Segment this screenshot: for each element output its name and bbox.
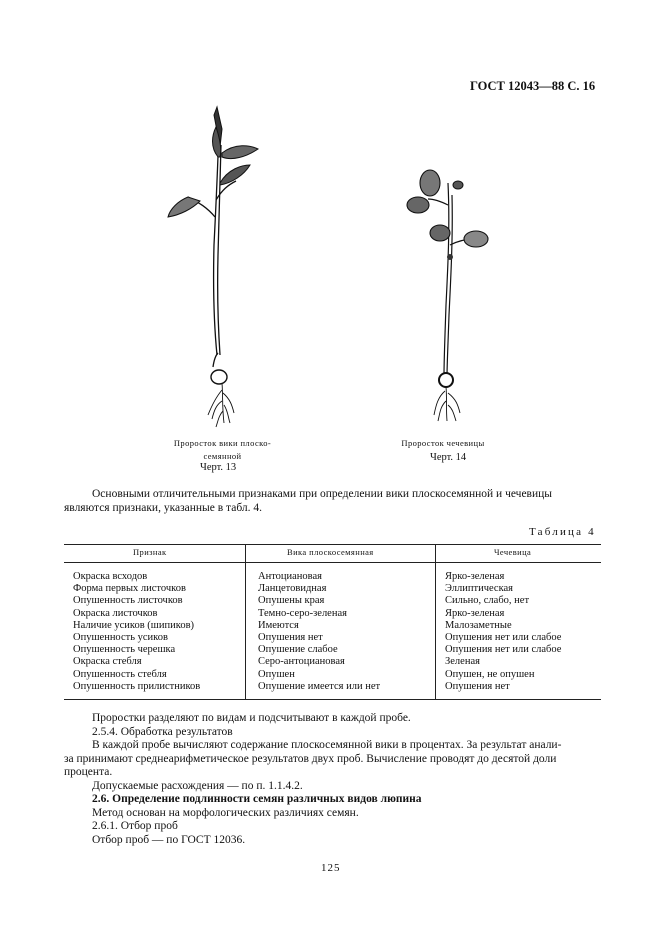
table-cell: Наличие усиков (шипиков) — [73, 619, 195, 631]
section-2-6-1-heading: 2.6.1. Отбор проб — [92, 820, 178, 832]
figure-13-label: Черт. 13 — [200, 462, 237, 473]
section-2-6-heading: 2.6. Определение подлинности семян различных видов люпина — [92, 793, 422, 805]
table-cell: Окраска листочков — [73, 607, 158, 619]
figure-14-caption-line1: Проросток чечевицы — [401, 438, 485, 448]
table-cell: Ланцетовидная — [258, 583, 327, 595]
paragraph-sampling: Отбор проб — по ГОСТ 12036. — [92, 833, 246, 846]
lentil-seedling-illustration — [400, 165, 500, 425]
table-cell: Опушенность стебля — [73, 668, 167, 680]
table-cell: Опушенность усиков — [73, 632, 168, 644]
table-cell: Опушен — [258, 668, 295, 680]
figure-13-caption-line1: Проросток вики плоско- — [173, 438, 272, 448]
table-header-lentil: Чечевица — [494, 547, 532, 557]
figure-13-caption — [150, 437, 295, 463]
table-cell: Малозаметные — [445, 619, 512, 631]
table-cell: Опушен, не опушен — [445, 668, 535, 680]
figure-14-label: Черт. 14 — [430, 452, 467, 463]
table-cell: Опушение слабое — [258, 644, 338, 656]
table-top-rule — [64, 544, 601, 545]
table-cell: Серо-антоциановая — [258, 656, 345, 668]
table-cell: Опушения нет или слабое — [445, 632, 562, 644]
table-column-divider-2 — [435, 545, 436, 700]
intro-line2: являются признаки, указанные в табл. 4. — [64, 501, 263, 514]
table-cell: Опушенность черешка — [73, 644, 176, 656]
section-2-5-4-heading: 2.5.4. Обработка результатов — [92, 725, 233, 738]
vetch-seedling-illustration — [150, 105, 280, 430]
intro-line1: Основными отличительными признаками при определении вики плоскосемянной и чечевицы — [92, 488, 553, 500]
intro-paragraph — [64, 488, 604, 515]
figure-14-caption — [393, 437, 493, 450]
table-cell: Ярко-зеленая — [445, 571, 505, 582]
paragraph-tolerance: Допускаемые расхождения — по п. 1.1.4.2. — [92, 779, 303, 792]
page-number: 125 — [321, 862, 341, 874]
table-header-vetch: Вика плоскосемянная — [287, 547, 374, 557]
table-cell: Сильно, слабо, нет — [445, 595, 530, 607]
table-column-feature — [73, 571, 200, 693]
table-cell: Опушения нет — [258, 632, 323, 644]
table-column-divider-1 — [245, 545, 246, 700]
document-header: ГОСТ 12043—88 С. 16 — [470, 79, 596, 93]
table-cell: Опушения нет или слабое — [445, 644, 562, 656]
table-cell: Темно-серо-зеленая — [258, 607, 347, 619]
table-cell: Зеленая — [445, 656, 480, 668]
table-header-feature: Признак — [133, 547, 167, 557]
table-cell: Окраска всходов — [73, 571, 148, 582]
table-cell: Форма первых листочков — [73, 583, 186, 595]
table-cell: Опушены края — [258, 595, 325, 607]
paragraph-seedlings: Проростки разделяют по видам и подсчитывают в каждой пробе. — [92, 712, 411, 724]
figure-13-caption-line2: семянной — [203, 451, 242, 461]
paragraph-method: Метод основан на морфологических различиях семян. — [92, 806, 359, 819]
table-cell: Опушенность листочков — [73, 595, 183, 607]
table-column-lentil — [445, 571, 561, 693]
table-cell: Опушенность прилистников — [73, 680, 201, 692]
table-cell: Опушение имеется или нет — [258, 680, 381, 692]
table-cell: Ярко-зеленая — [445, 607, 505, 619]
body-text — [64, 712, 604, 847]
paragraph-calc-line3: процента. — [64, 766, 113, 778]
table-cell: Имеются — [258, 619, 299, 631]
paragraph-calc-line1: В каждой пробе вычисляют содержание плоскосемянной вики в процентах. За результат анали- — [92, 739, 562, 751]
paragraph-calc-line2: за принимают среднеарифметическое результатов двух проб. Вычисление проводят до десятой доли — [64, 752, 557, 765]
table-cell: Опушения нет — [445, 680, 510, 692]
table-cell: Окраска стебля — [73, 656, 142, 668]
table-cell: Эллиптическая — [445, 583, 514, 595]
table-column-vetch — [258, 571, 380, 693]
table-header-rule — [64, 562, 601, 563]
table-bottom-rule — [64, 699, 601, 700]
table-label: Таблица 4 — [529, 526, 596, 538]
table-cell: Антоциановая — [258, 571, 322, 582]
